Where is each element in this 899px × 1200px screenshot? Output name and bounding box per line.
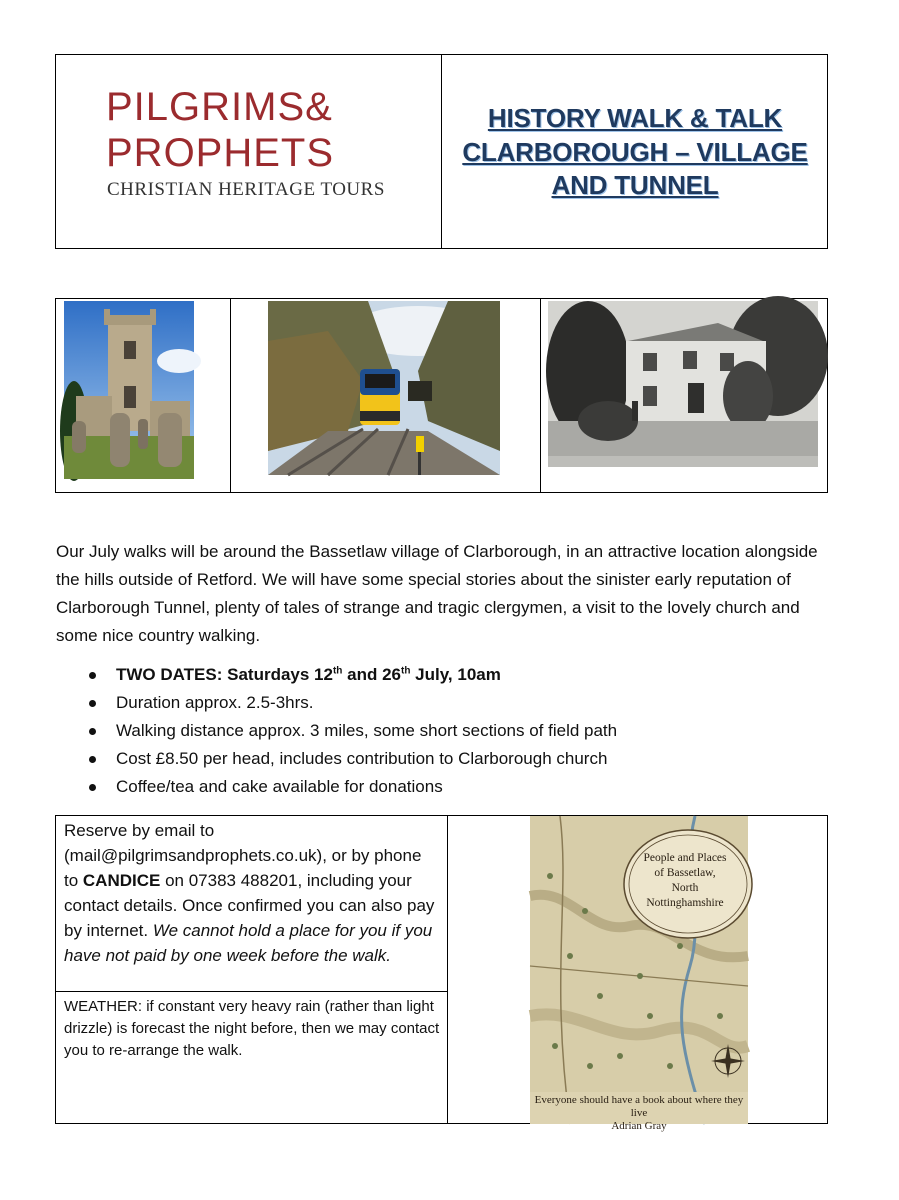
photo-table [55, 298, 828, 493]
photo-divider [540, 299, 541, 492]
bullet-icon [89, 784, 96, 791]
contact-name: CANDICE [82, 871, 161, 890]
dates-suffix: July, 10am [410, 665, 501, 684]
title-line-1: HISTORY WALK & TALK [487, 102, 783, 133]
bullet-icon [89, 728, 96, 735]
list-item-refreshments [56, 773, 826, 801]
book-title [625, 851, 745, 911]
book-cover [530, 816, 748, 1132]
title-line-3: AND TUNNEL [551, 170, 719, 201]
title-line-2: CLARBOROUGH – VILLAGE [462, 136, 808, 167]
dates-sup-2: th [401, 665, 411, 677]
header-table [55, 54, 828, 249]
list-item-distance [56, 717, 826, 745]
booking-info [64, 818, 436, 968]
photo-divider [230, 299, 231, 492]
logo-line-1: PILGRIMS& [106, 85, 333, 129]
book-title-line-4: Nottinghamshire [646, 897, 724, 909]
bullet-icon [89, 700, 96, 707]
church-photo [64, 301, 194, 479]
logo-line-2: PROPHETS [106, 131, 335, 175]
bullet-icon [89, 672, 96, 679]
train-tunnel-photo [268, 301, 500, 475]
dates-middle: and 26 [342, 665, 401, 684]
booking-text-1: Reserve by email to (mail@pilgrimsandprophets.co.uk), or by phone to [64, 821, 422, 890]
village-house-photo [548, 301, 818, 467]
book-title-line-3: North [671, 882, 699, 894]
bullet-icon [89, 756, 96, 763]
book-title-line-1: People and Places [643, 852, 727, 864]
distance-text: Walking distance approx. 3 miles, some short sections of field path [116, 721, 618, 740]
booking-divider [56, 991, 447, 992]
dates-sup-1: th [332, 665, 343, 677]
booking-table [55, 815, 828, 1132]
logo-subtitle: CHRISTIAN HERITAGE TOURS [107, 179, 385, 200]
dates-prefix: TWO DATES: Saturdays 12 [116, 665, 333, 684]
weather-notice: WEATHER: if constant very heavy rain (rather than light drizzle) is forecast the night before, then we may contact you to re-arrange the walk. [64, 998, 440, 1059]
booking-warning: We cannot hold a place for you if you have not paid by one week before the walk. [64, 921, 433, 965]
book-footer [530, 1094, 748, 1133]
list-item-cost [56, 745, 826, 773]
refreshments-text: Coffee/tea and cake available for donations [116, 777, 443, 796]
book-author: Adrian Gray [611, 1120, 667, 1132]
booking-text-2: on 07383 488201, including your contact details. Once confirmed you can also pay by internet. [64, 871, 435, 940]
walk-details-list [56, 661, 826, 801]
list-item-dates [56, 661, 826, 689]
page-title [442, 55, 828, 250]
list-item-duration [56, 689, 826, 717]
cost-text: Cost £8.50 per head, includes contribution to Clarborough church [116, 749, 608, 768]
book-title-line-2: of Bassetlaw, [654, 867, 716, 879]
booking-divider [447, 816, 448, 1123]
pilgrims-prophets-logo [86, 59, 416, 244]
duration-text: Duration approx. 2.5-3hrs. [116, 693, 314, 712]
book-tagline: Everyone should have a book about where they live [534, 1094, 744, 1119]
intro-paragraph: Our July walks will be around the Bassetlaw village of Clarborough, in an attractive location alongside the hills outside of Retford. We will have some special stories about the sinister early reputation of Clarborough Tunnel, plenty of tales of strange and tragic clergymen, a visit to the lovely church and some nice country walking. [56, 542, 818, 645]
